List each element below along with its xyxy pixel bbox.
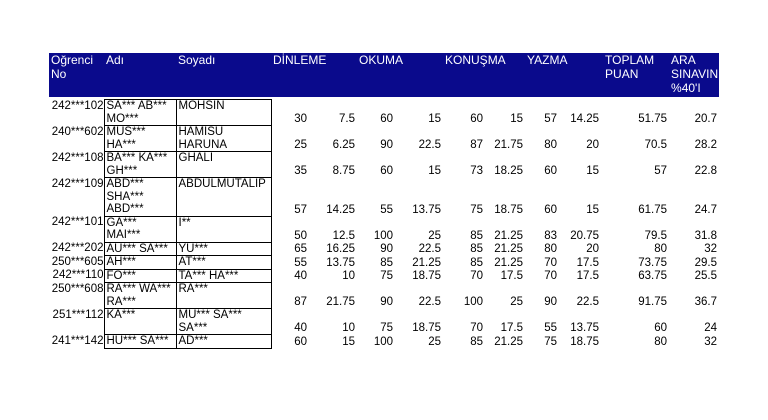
table-row: [49, 269, 719, 283]
cell-last-name: AT***: [176, 256, 271, 270]
cell-midterm-40: 24: [704, 322, 718, 334]
cell-total-score: 91.75: [638, 296, 668, 308]
cell-writing-raw: 70: [544, 270, 558, 282]
cell-listening-raw: 35: [294, 165, 307, 177]
cell-writing-weighted: 15: [586, 165, 600, 177]
cell-speaking-weighted: 21.25: [494, 256, 524, 269]
header-student-no: Oğrenci No: [49, 53, 104, 97]
cell-speaking-raw: 73: [470, 165, 484, 177]
cell-student-no: 240***602: [51, 125, 104, 138]
cell-speaking-weighted: 21.75: [494, 139, 524, 151]
cell-student-no: 251***112: [52, 308, 104, 321]
cell-midterm-40: 36.7: [694, 296, 718, 308]
cell-total-score: 51.75: [638, 113, 668, 125]
cell-reading-raw: 60: [380, 165, 393, 177]
cell-writing-weighted: 20: [586, 243, 600, 255]
cell-reading-raw: 100: [373, 229, 393, 242]
cell-first-name: RA*** WA*** RA***: [104, 283, 176, 309]
cell-student-no: 242***109: [51, 177, 104, 190]
cell-speaking-raw: 85: [470, 243, 484, 255]
cell-last-name: RA***: [176, 283, 271, 309]
cell-total-score: 80: [654, 243, 668, 255]
table-row: [49, 283, 719, 309]
cell-speaking-raw: 85: [470, 229, 484, 242]
cell-listening-raw: 40: [294, 270, 307, 282]
header-listening: DİNLEME: [271, 53, 357, 97]
cell-writing-weighted: 14.25: [570, 113, 600, 125]
cell-listening-weighted: 7.5: [339, 113, 355, 125]
header-speaking: KONUŞMA: [443, 53, 525, 97]
cell-total-score: 60: [654, 322, 668, 334]
cell-writing-raw: 83: [544, 229, 558, 242]
cell-speaking-weighted: 21.25: [494, 335, 524, 348]
header-first-name: Adı: [104, 53, 176, 97]
cell-listening-weighted: 8.75: [332, 165, 355, 177]
cell-last-name: HAMİSU HARUNA: [176, 126, 271, 152]
cell-last-name: MOHSIN: [176, 100, 271, 126]
cell-listening-raw: 25: [294, 139, 307, 151]
grade-table: [49, 53, 719, 349]
header-row: [49, 53, 719, 97]
table-row: [49, 100, 719, 126]
cell-midterm-40: 32: [704, 243, 718, 255]
cell-speaking-raw: 85: [470, 335, 484, 348]
table-row: [49, 126, 719, 152]
cell-reading-raw: 90: [380, 139, 393, 151]
cell-midterm-40: 28.2: [694, 139, 718, 151]
cell-reading-weighted: 15: [428, 113, 442, 125]
cell-last-name: MU*** SA*** SA***: [176, 309, 271, 335]
cell-speaking-raw: 60: [470, 113, 484, 125]
cell-writing-weighted: 13.75: [570, 322, 600, 334]
cell-reading-weighted: 22.5: [418, 296, 442, 308]
table-row: [49, 335, 719, 349]
cell-student-no: 250***608: [51, 282, 104, 295]
cell-midterm-40: 29.5: [694, 256, 718, 269]
cell-first-name: KA***: [104, 309, 176, 335]
header-reading: OKUMA: [357, 53, 443, 97]
cell-speaking-weighted: 25: [510, 296, 524, 308]
cell-speaking-raw: 75: [470, 203, 484, 216]
cell-last-name: GHALI: [176, 152, 271, 178]
table-row: [49, 242, 719, 256]
cell-total-score: 79.5: [644, 229, 668, 242]
cell-listening-weighted: 13.75: [326, 256, 355, 269]
table-row: [49, 216, 719, 242]
cell-first-name: SA*** AB*** MO***: [104, 100, 176, 126]
cell-listening-weighted: 6.25: [332, 139, 355, 151]
cell-writing-weighted: 17.5: [576, 256, 600, 269]
cell-listening-weighted: 16.25: [326, 243, 355, 255]
cell-first-name: AH***: [104, 256, 176, 270]
cell-reading-weighted: 25: [428, 229, 442, 242]
cell-speaking-raw: 70: [470, 322, 484, 334]
cell-student-no: 242***108: [51, 151, 104, 164]
cell-midterm-40: 25.5: [694, 270, 718, 282]
cell-reading-weighted: 13.75: [412, 203, 442, 216]
cell-student-no: 242***102: [51, 99, 104, 112]
cell-reading-weighted: 22.5: [418, 243, 442, 255]
cell-listening-weighted: 21.75: [326, 296, 355, 308]
cell-first-name: ABD*** SHA*** ABD***: [104, 178, 176, 217]
cell-writing-weighted: 20.75: [570, 229, 600, 242]
cell-midterm-40: 32: [704, 335, 718, 348]
cell-last-name: YU***: [176, 242, 271, 256]
cell-writing-raw: 90: [544, 296, 558, 308]
cell-midterm-40: 20.7: [694, 113, 718, 125]
cell-total-score: 80: [654, 335, 668, 348]
header-midterm-40: ARA SINAVIN %40'I: [671, 53, 719, 95]
cell-reading-raw: 85: [380, 256, 393, 269]
cell-listening-raw: 50: [294, 229, 307, 242]
cell-total-score: 73.75: [638, 256, 668, 269]
cell-last-name: ABDULMUTALIP: [176, 178, 271, 217]
cell-last-name: AD***: [176, 335, 271, 349]
cell-reading-raw: 100: [373, 335, 393, 348]
cell-reading-weighted: 22.5: [418, 139, 442, 151]
cell-first-name: HU*** SA***: [104, 335, 176, 349]
cell-reading-raw: 90: [380, 243, 393, 255]
table-row: [49, 309, 719, 335]
cell-writing-raw: 55: [544, 322, 558, 334]
cell-listening-raw: 30: [294, 113, 307, 125]
cell-first-name: BA*** KA*** GH***: [104, 152, 176, 178]
cell-reading-weighted: 18.75: [412, 322, 442, 334]
cell-reading-raw: 75: [380, 322, 393, 334]
cell-first-name: MUS*** HA***: [104, 126, 176, 152]
cell-total-score: 63.75: [638, 270, 668, 282]
cell-midterm-40: 24.7: [694, 203, 718, 216]
cell-speaking-raw: 87: [470, 139, 484, 151]
table-row: [49, 178, 719, 217]
cell-listening-weighted: 15: [342, 335, 355, 348]
cell-speaking-weighted: 21.25: [494, 243, 524, 255]
cell-reading-raw: 75: [380, 270, 393, 282]
cell-listening-weighted: 10: [342, 270, 355, 282]
cell-student-no: 242***202: [51, 242, 104, 254]
cell-reading-weighted: 18.75: [412, 270, 442, 282]
cell-writing-weighted: 17.5: [576, 270, 600, 282]
cell-writing-raw: 60: [544, 165, 558, 177]
cell-total-score: 70.5: [644, 139, 668, 151]
cell-listening-raw: 55: [294, 256, 307, 269]
cell-writing-weighted: 18.75: [570, 335, 600, 348]
cell-listening-weighted: 14.25: [326, 203, 355, 216]
cell-student-no: 241***142: [51, 334, 104, 347]
cell-writing-raw: 80: [544, 139, 558, 151]
cell-writing-raw: 80: [544, 243, 558, 255]
cell-speaking-weighted: 21.25: [494, 229, 524, 242]
header-last-name: Soyadı: [176, 53, 271, 97]
cell-reading-raw: 60: [380, 113, 393, 125]
cell-speaking-raw: 85: [470, 256, 484, 269]
cell-midterm-40: 22.8: [694, 165, 718, 177]
cell-speaking-raw: 70: [470, 270, 484, 282]
grade-table-sheet: [49, 53, 719, 349]
cell-writing-raw: 75: [544, 335, 558, 348]
cell-reading-weighted: 15: [428, 165, 442, 177]
cell-listening-raw: 57: [294, 203, 307, 216]
header-total: TOPLAM PUAN: [601, 53, 669, 97]
cell-total-score: 61.75: [638, 203, 668, 216]
cell-listening-raw: 87: [294, 296, 307, 308]
cell-writing-weighted: 20: [586, 139, 600, 151]
cell-total-score: 57: [654, 165, 668, 177]
cell-speaking-weighted: 17.5: [500, 270, 524, 282]
cell-student-no: 242***110: [52, 269, 104, 281]
cell-speaking-weighted: 18.75: [494, 203, 524, 216]
cell-reading-weighted: 21.25: [412, 256, 442, 269]
cell-first-name: FO***: [104, 269, 176, 283]
cell-speaking-weighted: 17.5: [500, 322, 524, 334]
cell-midterm-40: 31.8: [694, 229, 718, 242]
cell-reading-weighted: 25: [428, 335, 442, 348]
cell-writing-weighted: 15: [586, 203, 600, 216]
cell-listening-raw: 60: [294, 335, 307, 348]
cell-writing-raw: 70: [544, 256, 558, 269]
cell-reading-raw: 55: [380, 203, 393, 216]
cell-writing-raw: 57: [544, 113, 558, 125]
cell-listening-weighted: 10: [342, 322, 355, 334]
cell-speaking-raw: 100: [463, 296, 484, 308]
header-writing: YAZMA: [525, 53, 601, 97]
cell-first-name: AU*** SA***: [104, 242, 176, 256]
cell-last-name: I**: [176, 216, 271, 242]
cell-writing-weighted: 22.5: [576, 296, 600, 308]
cell-listening-weighted: 12.5: [332, 229, 355, 242]
cell-reading-raw: 90: [380, 296, 393, 308]
table-row: [49, 256, 719, 270]
cell-speaking-weighted: 18.25: [494, 165, 524, 177]
table-row: [49, 152, 719, 178]
cell-first-name: GA*** MAI***: [104, 216, 176, 242]
cell-listening-raw: 65: [294, 243, 307, 255]
cell-last-name: TA*** HA***: [176, 269, 271, 283]
cell-student-no: 250***605: [51, 255, 104, 268]
cell-writing-raw: 60: [544, 203, 558, 216]
cell-listening-raw: 40: [294, 322, 307, 334]
cell-student-no: 242***101: [51, 216, 104, 228]
cell-speaking-weighted: 15: [510, 113, 524, 125]
